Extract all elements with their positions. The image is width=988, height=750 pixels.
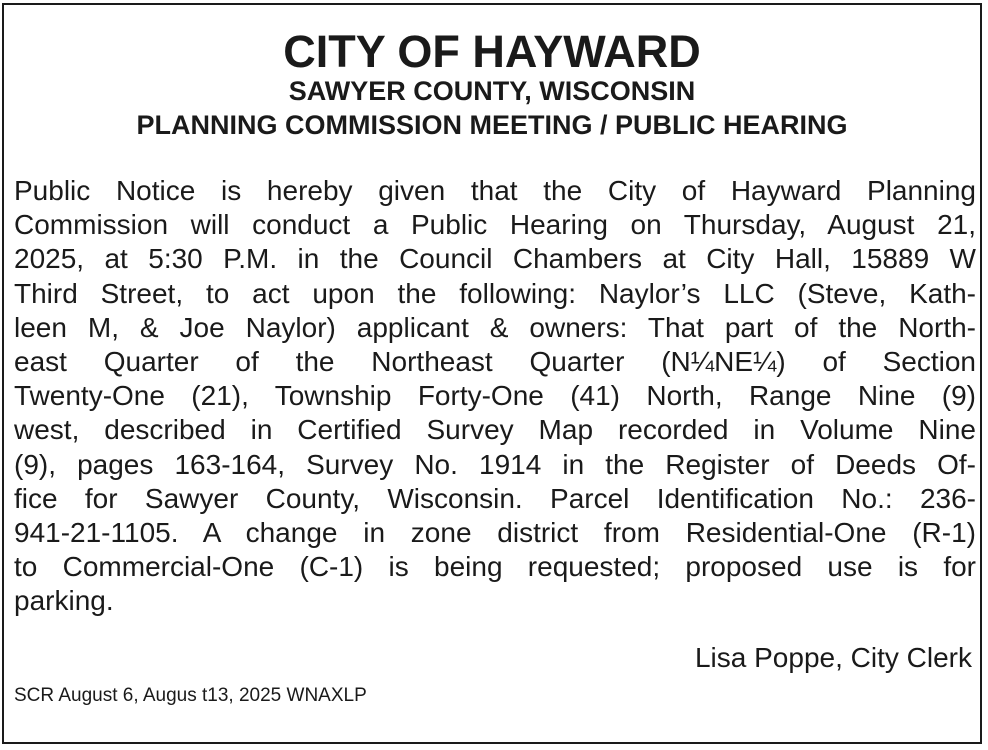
notice-body bbox=[14, 174, 976, 618]
body-line: Twenty-One (21), Township Forty-One (41) North, Range Nine (9) bbox=[14, 380, 976, 412]
body-line: 941-21-1105. A change in zone district from Residential-One (R-1) bbox=[14, 516, 976, 548]
body-line: (9), pages 163-164, Survey No. 1914 in the Register of Deeds Of- bbox=[14, 448, 976, 480]
notice-title: CITY OF HAYWARD bbox=[283, 26, 701, 77]
publication-footer: SCR August 6, Augus t13, 2025 WNAXLP bbox=[14, 685, 367, 706]
body-line: Public Notice is hereby given that the City of Hayward Planning bbox=[14, 175, 976, 206]
notice-meeting-type: PLANNING COMMISSION MEETING / PUBLIC HEARING bbox=[136, 110, 848, 140]
body-line: to Commercial-One (C-1) is being requested; proposed use is for bbox=[14, 551, 976, 583]
notice-county: SAWYER COUNTY, WISCONSIN bbox=[288, 76, 696, 106]
body-line: fice for Sawyer County, Wisconsin. Parcel Identification No.: 236- bbox=[14, 482, 976, 514]
clerk-signature: Lisa Poppe, City Clerk bbox=[694, 642, 972, 673]
body-line: east Quarter of the Northeast Quarter (N¼NE¼) of Section bbox=[14, 345, 976, 377]
body-line: Commission will conduct a Public Hearing on Thursday, August 21, bbox=[14, 209, 976, 241]
public-notice bbox=[2, 3, 982, 744]
body-line: leen M, & Joe Naylor) applicant & owners: That part of the North- bbox=[14, 311, 976, 343]
body-line: parking. bbox=[14, 585, 114, 617]
body-line: west, described in Certified Survey Map recorded in Volume Nine bbox=[14, 414, 976, 446]
body-line: Third Street, to act upon the following: Naylor’s LLC (Steve, Kath- bbox=[14, 277, 976, 309]
body-line: 2025, at 5:30 P.M. in the Council Chambers at City Hall, 15889 W bbox=[14, 243, 976, 275]
